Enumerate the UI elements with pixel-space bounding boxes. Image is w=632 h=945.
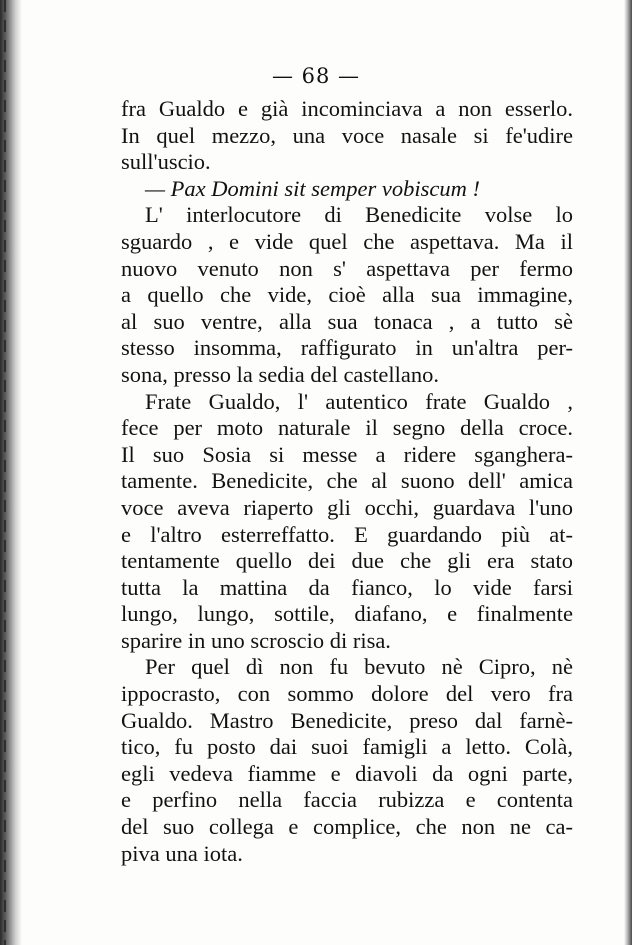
text-line: e perfino nella faccia rubizza e contenta bbox=[121, 787, 573, 813]
text-line: sona, presso la sedia del castellano. bbox=[121, 361, 440, 387]
text-line: tutta la mattina da fianco, lo vide farsi bbox=[121, 574, 573, 600]
text-line: piva una iota. bbox=[121, 840, 243, 866]
text-line: sparire in uno scroscio di risa. bbox=[121, 627, 391, 653]
text-line: ippocrasto, con sommo dolore del vero fra bbox=[121, 681, 573, 707]
text-line: tico, fu posto dai suoi famigli a letto. Colà, bbox=[121, 734, 573, 760]
text-line: In quel mezzo, una voce nasale si fe'udire bbox=[121, 122, 573, 148]
text-line: del suo collega e complice, che non ne ca- bbox=[121, 814, 573, 840]
text-line: tentamente quello dei due che gli era stato bbox=[121, 548, 573, 574]
dialogue-line: — Pax Domini sit semper vobiscum ! bbox=[145, 175, 480, 201]
text-line: fece per moto naturale il segno della croce. bbox=[121, 415, 573, 441]
text-line: Gualdo. Mastro Benedicite, preso dal farnè- bbox=[121, 707, 573, 733]
body-text bbox=[121, 96, 573, 867]
text-line: stesso insomma, raffigurato in un'altra per- bbox=[121, 335, 573, 361]
text-line: tamente. Benedicite, che al suono dell' amica bbox=[121, 468, 573, 494]
text-line: egli vedeva fiamme e diavoli da ogni parte, bbox=[121, 760, 573, 786]
text-line: lungo, lungo, sottile, diafano, e finalmente bbox=[121, 601, 573, 627]
text-line: Per quel dì non fu bevuto nè Cipro, nè bbox=[145, 654, 573, 680]
text-line: sguardo , e vide quel che aspettava. Ma il bbox=[121, 228, 573, 254]
text-line: Frate Gualdo, l' autentico frate Gualdo , bbox=[145, 388, 573, 414]
text-line: nuovo venuto non s' aspettava per fermo bbox=[121, 255, 573, 281]
binding-edge bbox=[0, 0, 22, 945]
text-line: a quello che vide, cioè alla sua immagine, bbox=[121, 282, 573, 308]
text-line: al suo ventre, alla sua tonaca , a tutto sè bbox=[121, 308, 573, 334]
text-line: Il suo Sosia si messe a ridere sganghera- bbox=[121, 441, 573, 467]
page-number: — 68 — bbox=[271, 64, 361, 88]
text-line: voce aveva riaperto gli occhi, guardava l'uno bbox=[121, 494, 573, 520]
text-line: fra Gualdo e già incominciava a non esserlo. bbox=[121, 96, 573, 121]
text-line: sull'uscio. bbox=[121, 149, 211, 175]
text-line: e l'altro esterreffatto. E guardando più at- bbox=[121, 521, 573, 547]
page-edge bbox=[624, 0, 632, 945]
text-line: L' interlocutore di Benedicite volse lo bbox=[145, 202, 573, 228]
